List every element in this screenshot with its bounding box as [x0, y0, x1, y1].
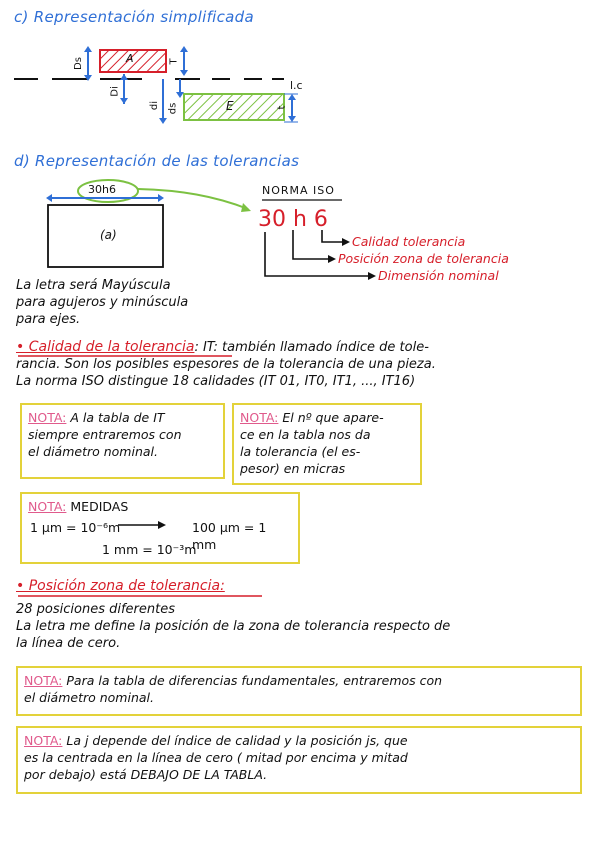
- nota-tag: NOTA:: [28, 499, 67, 514]
- nota-line: Para la tabla de diferencias fundamentales, entraremos con: [62, 673, 443, 688]
- shaft-label: (a): [100, 228, 117, 242]
- label-di: di: [149, 100, 161, 111]
- calidad-line: rancia. Son los posibles espesores de la tolerancia de una pieza.: [16, 357, 436, 372]
- posicion-line: 28 posiciones diferentes: [16, 602, 176, 617]
- medidas-line1-left: 1 µm = 10⁻⁶m: [30, 520, 121, 535]
- section-c-title: c) Representación simplificada: [14, 8, 254, 26]
- nota-line: la tolerancia (el es-: [240, 444, 361, 459]
- medidas-line1-right: 100 µm = 1 mm: [192, 520, 267, 552]
- posicion-heading: • Posición zona de tolerancia:: [16, 578, 225, 594]
- nota-line: A la tabla de IT: [66, 410, 165, 425]
- label-lc: l.c: [290, 79, 303, 92]
- nota-tag: NOTA:: [28, 410, 67, 425]
- tolerance-zone-E: [184, 94, 284, 120]
- nota-box-3: [16, 666, 582, 716]
- nota-line: pesor) en micras: [240, 461, 346, 476]
- letter-note-line: para ejes.: [16, 312, 81, 327]
- letter-note-line: La letra será Mayúscula: [16, 278, 171, 293]
- label-A: A: [126, 52, 134, 65]
- nota-line: La j depende del índice de calidad y la posición js, que: [62, 733, 408, 748]
- letter-note-line: para agujeros y minúscula: [16, 295, 189, 310]
- label-calidad: Calidad tolerancia: [352, 234, 466, 249]
- callout-label: 30h6: [88, 183, 116, 196]
- nota-box-4: [16, 726, 582, 794]
- nota-tag: NOTA:: [24, 673, 63, 688]
- nota-line: por debajo) está DEBAJO DE LA TABLA.: [24, 767, 268, 782]
- label-T: T: [168, 58, 180, 65]
- nota-line: el diámetro nominal.: [24, 690, 154, 705]
- nota-tag: NOTA:: [24, 733, 63, 748]
- letter-note: [16, 277, 188, 328]
- nota-line: el diámetro nominal.: [28, 444, 158, 459]
- section-d-title: d) Representación de las tolerancias: [14, 152, 300, 170]
- nota-box-2: [232, 403, 422, 485]
- medidas-line2: 1 mm = 10⁻³m: [102, 542, 197, 557]
- label-E: E: [226, 99, 234, 113]
- medidas-box: [20, 492, 300, 564]
- nota-line: es la centrada en la línea de cero ( mitad por encima y mitad: [24, 750, 408, 765]
- posicion-line: la línea de cero.: [16, 636, 121, 651]
- label-Ds: Ds: [72, 57, 84, 70]
- label-posicion: Posición zona de tolerancia: [338, 251, 509, 266]
- label-ds: ds: [167, 102, 179, 115]
- nota-box-1: [20, 403, 225, 479]
- label-dimension: Dimensión nominal: [378, 268, 499, 283]
- posicion-block: [16, 578, 591, 652]
- label-t: t: [276, 105, 288, 110]
- calidad-line: La norma ISO distingue 18 calidades (IT 01, IT0, IT1, ..., IT16): [16, 374, 416, 389]
- nota-line: ce en la tabla nos da: [240, 427, 371, 442]
- posicion-line: La letra me define la posición de la zona de tolerancia respecto de: [16, 619, 451, 634]
- calidad-heading: • Calidad de la tolerancia: [16, 339, 195, 355]
- calidad-block: [16, 339, 591, 390]
- nota-line: siempre entraremos con: [28, 427, 182, 442]
- label-Di: Di: [109, 86, 121, 97]
- nota-tag: NOTA:: [240, 410, 279, 425]
- norma-title: NORMA ISO: [262, 184, 335, 197]
- medidas-title: MEDIDAS: [66, 499, 129, 514]
- calidad-line: : IT: también llamado índice de tole-: [194, 340, 429, 355]
- iso-code: 30 h 6: [258, 207, 328, 232]
- nota-line: El nº que apare-: [278, 410, 384, 425]
